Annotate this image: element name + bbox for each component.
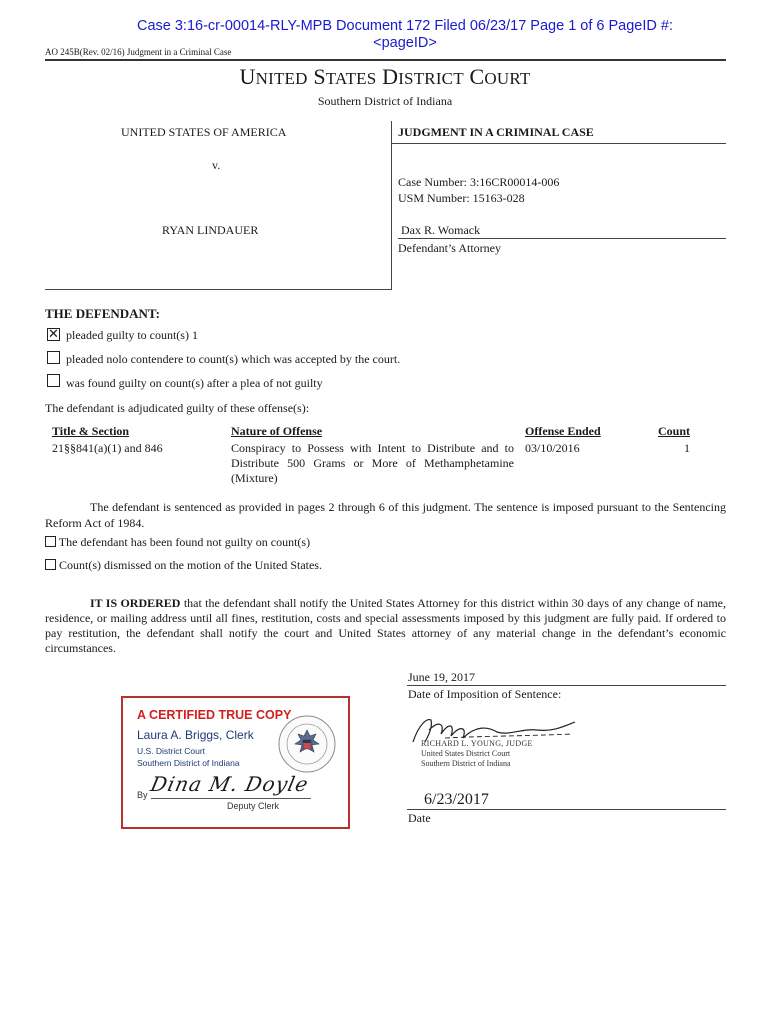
judgment-title-rule — [391, 143, 726, 144]
court-seal-icon — [277, 714, 337, 774]
dismissed-label: Count(s) dismissed on the motion of the United States. — [59, 558, 322, 572]
usm-number: USM Number: 15163-028 — [398, 191, 525, 205]
dismissed-checkbox[interactable] — [45, 559, 56, 570]
found-guilty-checkbox[interactable] — [47, 374, 60, 387]
attorney-label: Defendant’s Attorney — [398, 241, 501, 255]
clerk-court: U.S. District Court — [137, 746, 206, 756]
pleaded-guilty-label: pleaded guilty to count(s) 1 — [66, 328, 198, 342]
signed-date: 6/23/2017 — [424, 791, 489, 808]
case-number: Case Number: 3:16CR00014-006 — [398, 175, 560, 189]
clerk-district: Southern District of Indiana — [137, 758, 240, 768]
court-title-word: DISTRICT — [382, 64, 464, 89]
not-guilty-label: The defendant has been found not guilty on count(s) — [58, 535, 311, 549]
not-guilty-option — [45, 535, 310, 550]
signed-date-label: Date — [408, 811, 431, 825]
court-title — [0, 64, 770, 90]
sentence-paragraph: The defendant is sentenced as provided in pages 2 through 6 of this judgment. The sentence is imposed pursuant to the Sentencing Reform Act of 1984. — [45, 500, 726, 530]
column-header-title-section: Title & Section — [52, 424, 130, 438]
filing-stamp-line1: Case 3:16-cr-00014-RLY-MPB Document 172 Filed 06/23/17 Page 1 of 6 PageID #: — [136, 18, 673, 34]
attorney-name: Dax R. Womack — [401, 223, 481, 237]
court-district: Southern District of Indiana — [317, 94, 453, 108]
defendant-heading: THE DEFENDANT: — [45, 306, 160, 321]
attorney-rule — [398, 238, 726, 239]
versus: v. — [212, 158, 221, 172]
certified-copy-stamp — [121, 696, 350, 829]
imposition-label: Date of Imposition of Sentence: — [408, 687, 562, 701]
caption-divider — [391, 121, 392, 290]
deputy-signature: Dina M. Doyle — [148, 772, 311, 796]
nolo-contendere-label: pleaded nolo contendere to count(s) which was accepted by the court. — [66, 352, 401, 366]
header-rule — [45, 59, 726, 61]
adjudicated-text: The defendant is adjudicated guilty of these offense(s): — [45, 401, 310, 415]
not-guilty-checkbox[interactable] — [45, 536, 56, 547]
form-number: AO 245B(Rev. 02/16) Judgment in a Criminal Case — [45, 47, 232, 57]
imposition-rule — [407, 685, 726, 686]
judge-name: RICHARD L. YOUNG, JUDGE — [421, 739, 533, 748]
column-header-offense-ended: Offense Ended — [525, 424, 601, 438]
judgment-title: JUDGMENT IN A CRIMINAL CASE — [398, 125, 594, 139]
judge-court: United States District Court — [421, 749, 511, 758]
found-guilty-label: was found guilty on count(s) after a plea of not guilty — [66, 376, 323, 390]
nolo-contendere-checkbox[interactable] — [47, 351, 60, 364]
court-title-word: STATES — [313, 64, 377, 89]
offense-title-section: 21§§841(a)(1) and 846 — [52, 441, 163, 455]
filing-stamp-line2: <pageID> — [373, 35, 437, 51]
imposition-date: June 19, 2017 — [408, 670, 475, 684]
offense-ended-date: 03/10/2016 — [525, 441, 580, 455]
court-title-word: UNITED — [239, 64, 308, 89]
judge-district: Southern District of Indiana — [421, 759, 511, 768]
dismissed-option — [45, 558, 322, 573]
offense-nature-line: Distribute 500 Grams or More of Methamphetamine — [231, 456, 514, 470]
offense-nature-line: (Mixture) — [231, 471, 278, 485]
offense-count: 1 — [684, 441, 690, 455]
order-paragraph — [45, 596, 726, 656]
order-lead: IT IS ORDERED — [90, 596, 181, 610]
caption-bottom-rule — [45, 289, 391, 290]
column-header-count: Count — [658, 424, 691, 438]
offense-nature-line: Conspiracy to Possess with Intent to Distribute and to — [231, 441, 514, 455]
pleaded-guilty-checkbox[interactable]: ✕ — [48, 326, 59, 341]
deputy-clerk-label: Deputy Clerk — [227, 801, 280, 811]
order-text: that the defendant shall notify the United States Attorney for this district within 30 days of any change of name, residence, or mailing address until all fines, restitution, costs and special assessments imposed by this judgment are fully paid. If ordered to pay restitution, the defendant shall notify the court and United States attorney of any material change in the defendant’s economic circumstances. — [45, 596, 727, 655]
offense-nature — [231, 441, 514, 486]
plaintiff-name: UNITED STATES OF AMERICA — [121, 125, 287, 139]
defendant-name: RYAN LINDAUER — [162, 223, 259, 237]
by-label: By — [137, 790, 148, 800]
column-header-nature: Nature of Offense — [231, 424, 323, 438]
judge-block — [421, 739, 533, 769]
deputy-signature-line — [151, 798, 311, 799]
certified-copy-title: A CERTIFIED TRUE COPY — [137, 708, 292, 722]
clerk-name: Laura A. Briggs, Clerk — [137, 728, 254, 742]
court-title-word: COURT — [469, 64, 531, 89]
signed-date-rule — [407, 809, 726, 810]
